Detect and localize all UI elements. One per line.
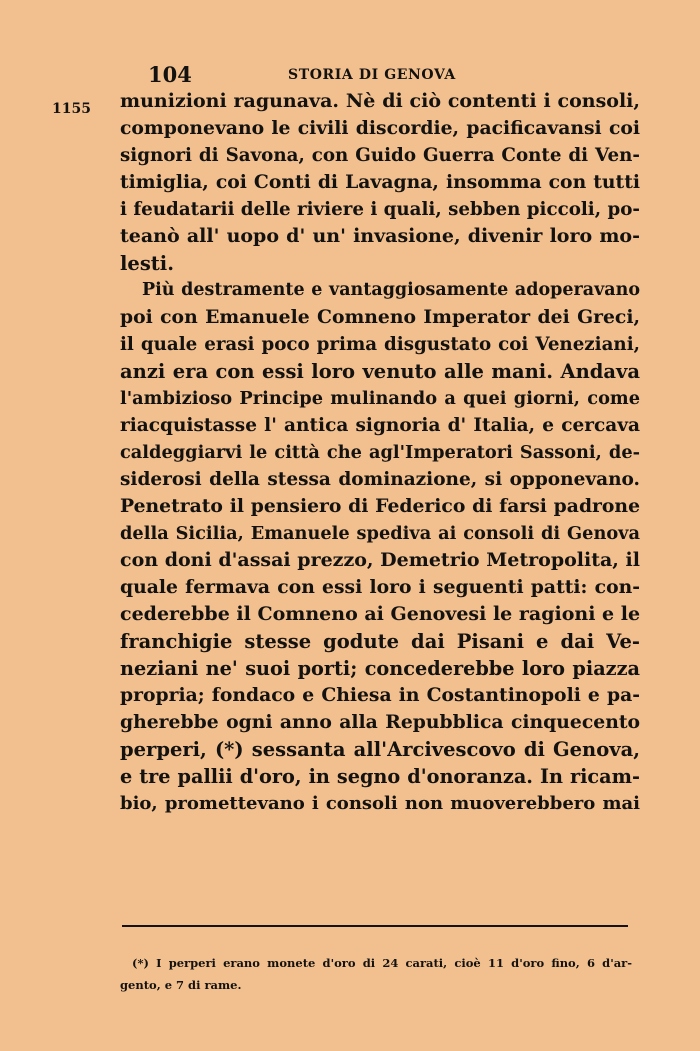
text-line: l'ambizioso Principe mulinando a quei giorni, come bbox=[120, 388, 640, 409]
text-line: cederebbe il Comneno ai Genovesi le ragioni e le bbox=[120, 603, 641, 625]
text-line: munizioni ragunava. Nè di ciò contenti i consoli, bbox=[120, 90, 640, 112]
text-line: lesti. bbox=[120, 252, 174, 275]
text-line: della Sicilia, Emanuele spediva ai consoli di Genova bbox=[120, 523, 640, 544]
text-line: Penetrato il pensiero di Federico di farsi padrone bbox=[120, 495, 640, 517]
text-line: timiglia, coi Conti di Lavagna, insomma con tutti bbox=[120, 171, 640, 193]
text-line: anzi era con essi loro venuto alle mani. Andava bbox=[120, 360, 640, 383]
text-line: Più destramente e vantaggiosamente adoperavano bbox=[142, 280, 640, 300]
running-title: STORIA DI GENOVA bbox=[288, 67, 456, 83]
footnote-line: (*) I perperi erano monete d'oro di 24 carati, cioè 11 d'oro fino, 6 d'ar- bbox=[132, 956, 632, 970]
text-line: il quale erasi poco prima disgustato coi Veneziani, bbox=[120, 334, 640, 355]
text-line: e tre pallii d'oro, in segno d'onoranza. In ricam- bbox=[120, 765, 640, 788]
footnote-line: gento, e 7 di rame. bbox=[120, 978, 242, 992]
text-line: quale fermava con essi loro i seguenti patti: con- bbox=[120, 576, 640, 598]
text-line: riacquistasse l' antica signoria d' Italia, e cercava bbox=[120, 415, 640, 436]
text-line: i feudatarii delle riviere i quali, sebben piccoli, po- bbox=[120, 199, 640, 220]
text-line: propria; fondaco e Chiesa in Costantinopoli e pa- bbox=[120, 684, 640, 706]
footnote bbox=[120, 952, 632, 996]
body-text bbox=[120, 88, 640, 817]
text-line: siderosi della stessa dominazione, si opponevano. bbox=[120, 469, 640, 490]
text-line: gherebbe ogni anno alla Repubblica cinquecento bbox=[120, 711, 640, 733]
margin-year: 1155 bbox=[52, 101, 91, 117]
text-line: neziani ne' suoi porti; concederebbe loro piazza bbox=[120, 657, 640, 680]
text-line: poi con Emanuele Comneno Imperator dei Greci, bbox=[120, 306, 640, 328]
page-number: 104 bbox=[148, 62, 192, 87]
footnote-divider bbox=[122, 925, 628, 927]
text-line: perperi, (*) sessanta all'Arcivescovo di Genova, bbox=[120, 738, 640, 761]
text-line: teanò all' uopo d' un' invasione, divenir loro mo- bbox=[120, 225, 640, 247]
text-line: con doni d'assai prezzo, Demetrio Metropolita, il bbox=[120, 549, 640, 571]
text-line: signori di Savona, con Guido Guerra Conte di Ven- bbox=[120, 145, 640, 166]
text-line: franchigie stesse godute dai Pisani e dai Ve- bbox=[120, 630, 640, 653]
text-line: bio, promettevano i consoli non muoverebbero mai bbox=[120, 793, 640, 814]
text-line: caldeggiarvi le città che agl'Imperatori Sassoni, de- bbox=[120, 442, 640, 463]
text-line: componevano le civili discordie, pacificavansi coi bbox=[120, 117, 640, 139]
